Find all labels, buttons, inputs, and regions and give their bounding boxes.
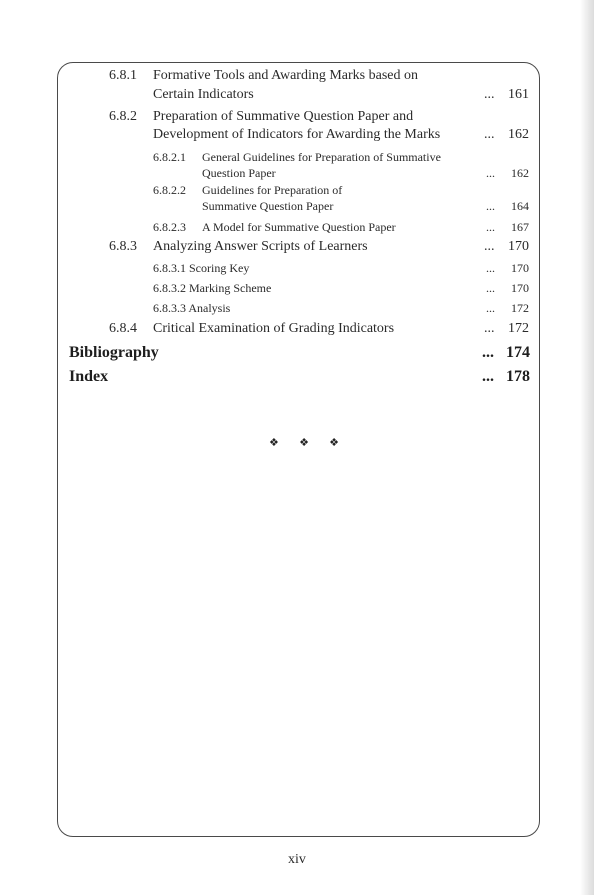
page-number: 170 (511, 261, 529, 275)
page-number: 172 (508, 321, 529, 336)
entry-title-line1: General Guidelines for Preparation of Summative (202, 150, 441, 164)
entry-number: 6.8.4 (109, 321, 137, 336)
entry-title-line1: Preparation of Summative Question Paper and (153, 109, 414, 124)
leader-dots: ... (486, 281, 495, 295)
page-edge-shadow (580, 0, 594, 895)
section-end-ornaments (269, 436, 339, 449)
page-number: 170 (511, 281, 529, 295)
leader-dots: ... (486, 199, 495, 213)
entry-number: 6.8.1 (109, 68, 137, 83)
entry-number: 6.8.2 (109, 109, 137, 124)
entry-number: 6.8.2.2 (153, 183, 186, 197)
page-number: 167 (511, 220, 529, 234)
entry-number: 6.8.3 (109, 239, 137, 254)
page-number: 162 (508, 127, 529, 142)
page-number: 170 (508, 239, 529, 254)
entry-title-line2: Development of Indicators for Awarding the Marks (153, 127, 441, 142)
entry-title: 6.8.3.2 Marking Scheme (153, 281, 272, 295)
entry-title-line1: A Model for Summative Question Paper (202, 220, 396, 234)
leader-dots: ... (486, 166, 495, 180)
entry-title-line1: Guidelines for Preparation of (202, 183, 343, 197)
page-number: 172 (511, 301, 529, 315)
page-number: 174 (506, 344, 530, 361)
entry-title-line1: Analyzing Answer Scripts of Learners (153, 239, 368, 254)
leader-dots: ... (482, 344, 494, 361)
leader-dots: ... (484, 87, 495, 102)
entry-title: Index (69, 368, 109, 385)
ornament-diamond-icon: ❖ (299, 437, 309, 449)
page-number: 178 (506, 368, 530, 385)
entry-title-line2: Summative Question Paper (202, 199, 334, 213)
leader-dots: ... (482, 368, 494, 385)
leader-dots: ... (486, 220, 495, 234)
entry-title: 6.8.3.1 Scoring Key (153, 261, 250, 275)
leader-dots: ... (486, 261, 495, 275)
ornament-diamond-icon: ❖ (269, 437, 279, 449)
ornament-diamond-icon: ❖ (329, 437, 339, 449)
page-number: 161 (508, 87, 529, 102)
page-border-frame (57, 62, 540, 837)
leader-dots: ... (484, 239, 495, 254)
entry-title-line2: Question Paper (202, 166, 276, 180)
page-number: 164 (511, 199, 529, 213)
entry-number: 6.8.2.1 (153, 150, 186, 164)
entry-number: 6.8.2.3 (153, 220, 186, 234)
entry-title-line1: Critical Examination of Grading Indicators (153, 321, 395, 336)
entry-title: 6.8.3.3 Analysis (153, 301, 231, 315)
leader-dots: ... (484, 127, 495, 142)
page-folio: xiv (288, 852, 306, 867)
leader-dots: ... (484, 321, 495, 336)
page-number: 162 (511, 166, 529, 180)
leader-dots: ... (486, 301, 495, 315)
entry-title-line2: Certain Indicators (153, 87, 254, 102)
entry-title: Bibliography (69, 344, 159, 361)
entry-title-line1: Formative Tools and Awarding Marks based on (153, 68, 418, 83)
